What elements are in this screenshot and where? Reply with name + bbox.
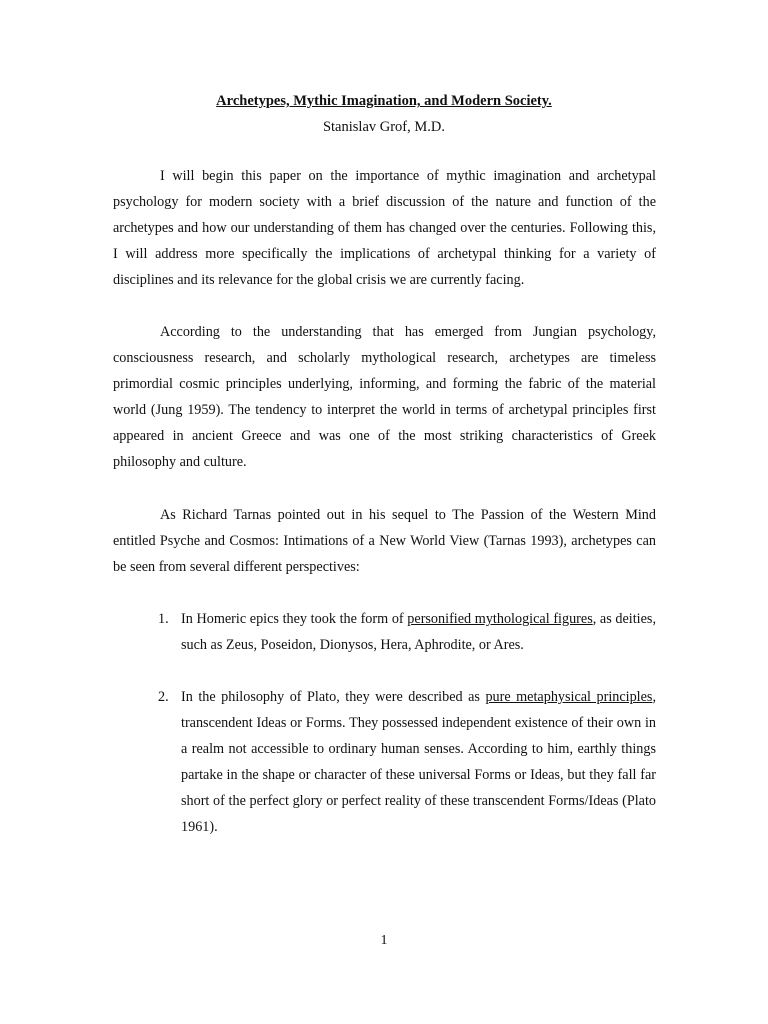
list-item-text-after: , transcendent Ideas or Forms. They possessed independent existence of their own in a realm not accessible to ordinary human senses. According to him, earthly things partake in the shape or character of these universal Forms or Ideas, but they fall far short of the perfect glory or perfect reality of these transcendent Forms/Ideas (Plato 1961). — [181, 689, 656, 835]
list-item-text — [181, 684, 656, 840]
paragraph-jungian-archetypes: According to the understanding that has emerged from Jungian psychology, consciousness research, and scholarly mythological research, archetypes are timeless primordial cosmic principles underlying, informing, and forming the fabric of the material world (Jung 1959). The tendency to interpret the world in terms of archetypal principles first appeared in ancient Greece and was one of the most striking characteristics of Greek philosophy and culture. — [113, 324, 656, 470]
list-item-underlined-term: pure metaphysical principles — [485, 689, 653, 705]
list-item-text-before: In the philosophy of Plato, they were described as — [181, 689, 486, 705]
list-item — [113, 606, 656, 658]
list-item-text — [181, 606, 656, 658]
document-title: Archetypes, Mythic Imagination, and Modern Society. — [216, 93, 552, 109]
paragraph-introduction: I will begin this paper on the importance of mythic imagination and archetypal psychology for modern society with a brief discussion of the nature and function of the archetypes and how our understanding of them has changed over the centuries. Following this, I will address more specifically the implications of archetypal thinking for a variety of disciplines and its relevance for the global crisis we are currently facing. — [113, 168, 656, 288]
list-item-underlined-term: personified mythological figures — [407, 611, 593, 627]
document-author: Stanislav Grof, M.D. — [322, 119, 446, 135]
page-number: 1 — [380, 933, 388, 948]
list-item — [113, 684, 656, 840]
list-item-number: 2. — [158, 689, 169, 705]
paragraph-tarnas-perspectives: As Richard Tarnas pointed out in his sequel to The Passion of the Western Mind entitled Psyche and Cosmos: Intimations of a New World View (Tarnas 1993), archetypes can be seen from several different perspectives: — [113, 507, 656, 575]
list-item-text-after: , as deities, such as Zeus, Poseidon, Dionysos, Hera, Aphrodite, or Ares. — [181, 611, 656, 653]
list-item-number: 1. — [158, 611, 169, 627]
list-item-text-before: In Homeric epics they took the form of — [181, 611, 408, 627]
